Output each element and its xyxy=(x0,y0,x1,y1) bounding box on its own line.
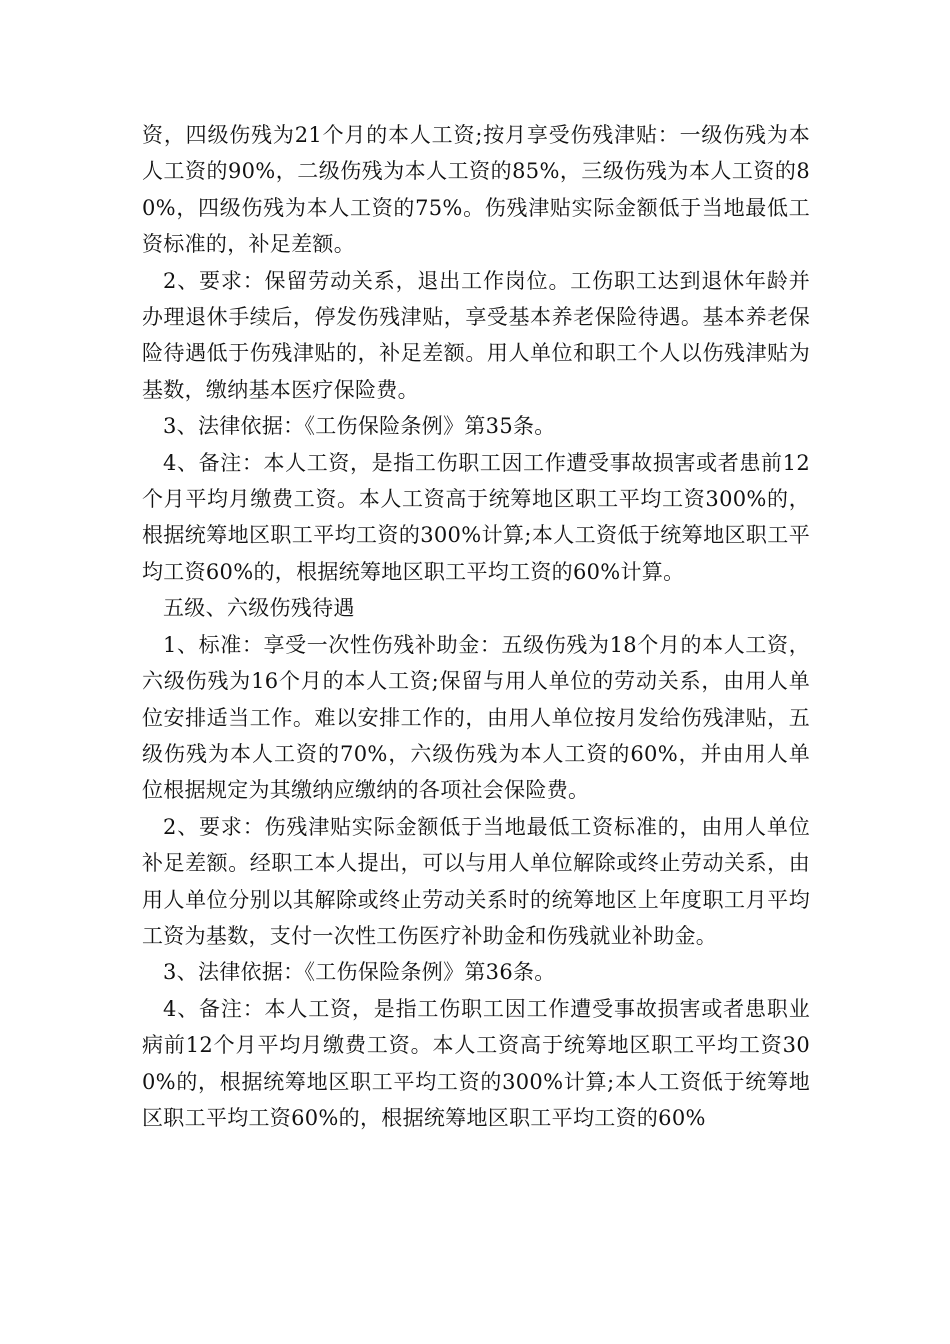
paragraph-requirement-grade1-4: 2、要求：保留劳动关系，退出工作岗位。工伤职工达到退休年龄并办理退休手续后，停发伤残津贴，享受基本养老保险待遇。基本养老保险待遇低于伤残津贴的，补足差额。用人单位和职工个人以伤残津贴为基数，缴纳基本医疗保险费。 xyxy=(142,268,810,402)
paragraph-note-grade5-6: 4、备注：本人工资，是指工伤职工因工作遭受事故损害或者患职业病前12个月平均月缴费工资。本人工资高于统筹地区职工平均工资300%的，根据统筹地区职工平均工资的300%计算;本人工资低于统筹地区职工平均工资60%的，根据统筹地区职工平均工资的60% xyxy=(142,996,810,1130)
document-body xyxy=(142,117,810,1136)
paragraph-standard-grade5-6: 1、标准：享受一次性伤残补助金：五级伤残为18个月的本人工资，六级伤残为16个月的本人工资;保留与用人单位的劳动关系，由用人单位安排适当工作。难以安排工作的，由用人单位按月发给伤残津贴，五级伤残为本人工资的70%，六级伤残为本人工资的60%，并由用人单位根据规定为其缴纳应缴纳的各项社会保险费。 xyxy=(142,632,810,803)
paragraph-legal-basis-35: 3、法律依据：《工伤保险条例》第35条。 xyxy=(163,414,556,439)
paragraph-legal-basis-36: 3、法律依据：《工伤保险条例》第36条。 xyxy=(163,960,556,985)
section-heading-grade5-6: 五级、六级伤残待遇 xyxy=(163,596,355,621)
paragraph-note-grade1-4: 4、备注：本人工资，是指工伤职工因工作遭受事故损害或者患前12个月平均月缴费工资。本人工资高于统筹地区职工平均工资300%的，根据统筹地区职工平均工资的300%计算;本人工资低于统筹地区职工平均工资60%的，根据统筹地区职工平均工资的60%计算。 xyxy=(142,450,810,584)
paragraph-requirement-grade5-6: 2、要求：伤残津贴实际金额低于当地最低工资标准的，由用人单位补足差额。经职工本人提出，可以与用人单位解除或终止劳动关系，由用人单位分别以其解除或终止劳动关系时的统筹地区上年度职工月平均工资为基数，支付一次性工伤医疗补助金和伤残就业补助金。 xyxy=(142,814,810,948)
paragraph-grade4-continuation: 资，四级伤残为21个月的本人工资;按月享受伤残津贴：一级伤残为本人工资的90%，二级伤残为本人工资的85%，三级伤残为本人工资的80%，四级伤残为本人工资的75%。伤残津贴实际金额低于当地最低工资标准的，补足差额。 xyxy=(142,123,810,257)
